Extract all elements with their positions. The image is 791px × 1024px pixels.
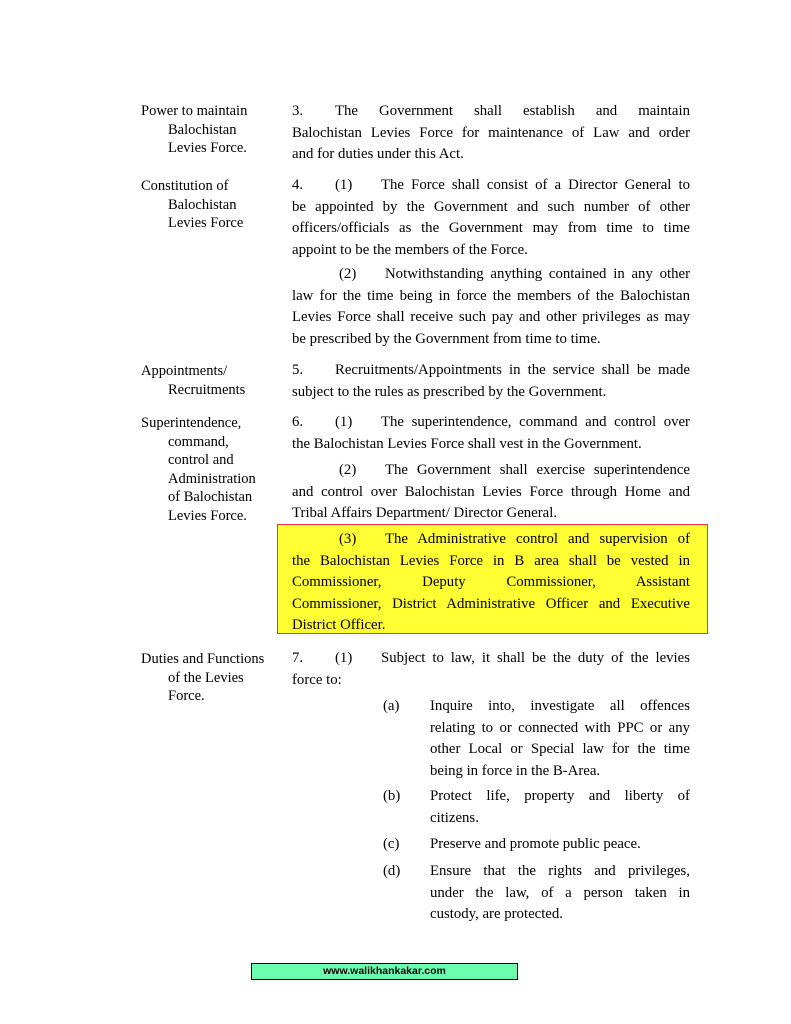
text-line: and for duties under this Act. [292, 146, 464, 162]
text-line: the Balochistan Levies Force shall vest in the Government. [292, 435, 642, 452]
section-7-heading [141, 650, 281, 706]
text-line: be appointed by the Government and such number of other [292, 198, 690, 215]
section-7-intro [292, 648, 690, 691]
item-text: Ensure that the rights and privileges, under the law, of a person taken in custody, are protected. [430, 863, 690, 922]
margin-line: Recruitments [168, 381, 246, 398]
subsection-number: (2) [339, 266, 357, 282]
text-line: 3. The Government shall establish and maintain [292, 101, 690, 123]
margin-line: Duties and Functions [141, 651, 265, 667]
text-line: subject to the rules as prescribed by the Government. [292, 383, 607, 400]
section-6-subsection-2 [292, 460, 690, 525]
margin-line: Appointments/ [141, 363, 228, 379]
section-6-heading [141, 414, 281, 525]
text-line: 6. (1) The superintendence, command and control over [292, 412, 690, 434]
margin-line: of the Levies [168, 669, 244, 686]
text-line: 4. (1) The Force shall consist of a Director General to [292, 175, 690, 197]
margin-line: Balochistan [168, 196, 237, 213]
margin-line: Superintendence, [141, 415, 242, 431]
section-number: 4. [292, 177, 304, 193]
text-line: Balochistan Levies Force for maintenance of Law and order [292, 124, 690, 141]
text-line: the Balochistan Levies Force in B area shall be vested in [292, 552, 690, 569]
margin-line: Levies Force [168, 215, 244, 231]
text-line: be prescribed by the Government from time to time. [292, 330, 601, 347]
margin-line: command, [168, 433, 229, 450]
section-number: 7. [292, 650, 304, 666]
text-line: Levies Force shall receive such pay and other privileges as may [292, 309, 690, 325]
item-label: (c) [383, 836, 400, 852]
footer-url[interactable]: www.walikhankakar.com [251, 963, 518, 980]
item-label: (a) [383, 698, 400, 714]
margin-line: Force. [168, 688, 205, 704]
subsection-number: (3) [339, 531, 357, 547]
text-line: Commissioner, District Administrative Officer and Executive [292, 595, 690, 612]
margin-line: Levies Force. [168, 507, 247, 524]
section-5-text [292, 360, 690, 403]
subsection-number: (1) [335, 177, 353, 193]
text-line: (2) The Government shall exercise superintendence [292, 460, 690, 482]
text-line: and control over Balochistan Levies Force through Home and [292, 483, 690, 500]
margin-line: Power to maintain [141, 103, 248, 119]
item-label: (b) [383, 788, 401, 804]
text-line: (3) The Administrative control and supervision of [292, 529, 690, 551]
section-6-subsection-3 [292, 529, 690, 637]
margin-line: of Balochistan [168, 489, 253, 505]
text-line: law for the time being in force the members of the Balochistan [292, 287, 690, 304]
text-line: Tribal Affairs Department/ Director General. [292, 505, 558, 521]
section-4-subsection-1 [292, 175, 690, 261]
subsection-number: (1) [335, 414, 353, 430]
item-text: Preserve and promote public peace. [430, 836, 641, 852]
item-text: Inquire into, investigate all offences relating to or connected with PPC or any other Local or Special law for the time being in force in the B-Area. [430, 698, 690, 779]
margin-line: Constitution of [141, 178, 229, 194]
text-line: (2) Notwithstanding anything contained in any other [292, 264, 690, 286]
section-4-heading [141, 177, 281, 233]
item-text: Protect life, property and liberty of citizens. [430, 788, 690, 826]
section-5-heading [141, 362, 281, 399]
section-number: 5. [292, 362, 304, 378]
item-label: (d) [383, 863, 401, 879]
text-line: 5. Recruitments/Appointments in the service shall be made [292, 360, 690, 382]
section-6-subsection-1 [292, 412, 690, 455]
margin-line: Levies Force. [168, 140, 247, 156]
margin-line: Administration [168, 470, 256, 487]
text-line: 7. (1) Subject to law, it shall be the duty of the levies [292, 648, 690, 670]
section-number: 3. [292, 103, 304, 119]
section-3-heading [141, 102, 281, 158]
text-line: appoint to be the members of the Force. [292, 241, 528, 258]
subsection-number: (1) [335, 650, 353, 666]
section-number: 6. [292, 414, 304, 430]
subsection-number: (2) [339, 462, 357, 478]
text-line: force to: [292, 671, 342, 688]
margin-line: Balochistan [168, 121, 237, 138]
text-line: District Officer. [292, 617, 386, 633]
text-line: Commissioner, Deputy Commissioner, Assistant [292, 574, 690, 590]
text-line: officers/officials as the Government may from time to time [292, 220, 690, 236]
section-4-subsection-2 [292, 264, 690, 350]
margin-line: control and [168, 452, 234, 468]
section-3-text [292, 101, 690, 166]
